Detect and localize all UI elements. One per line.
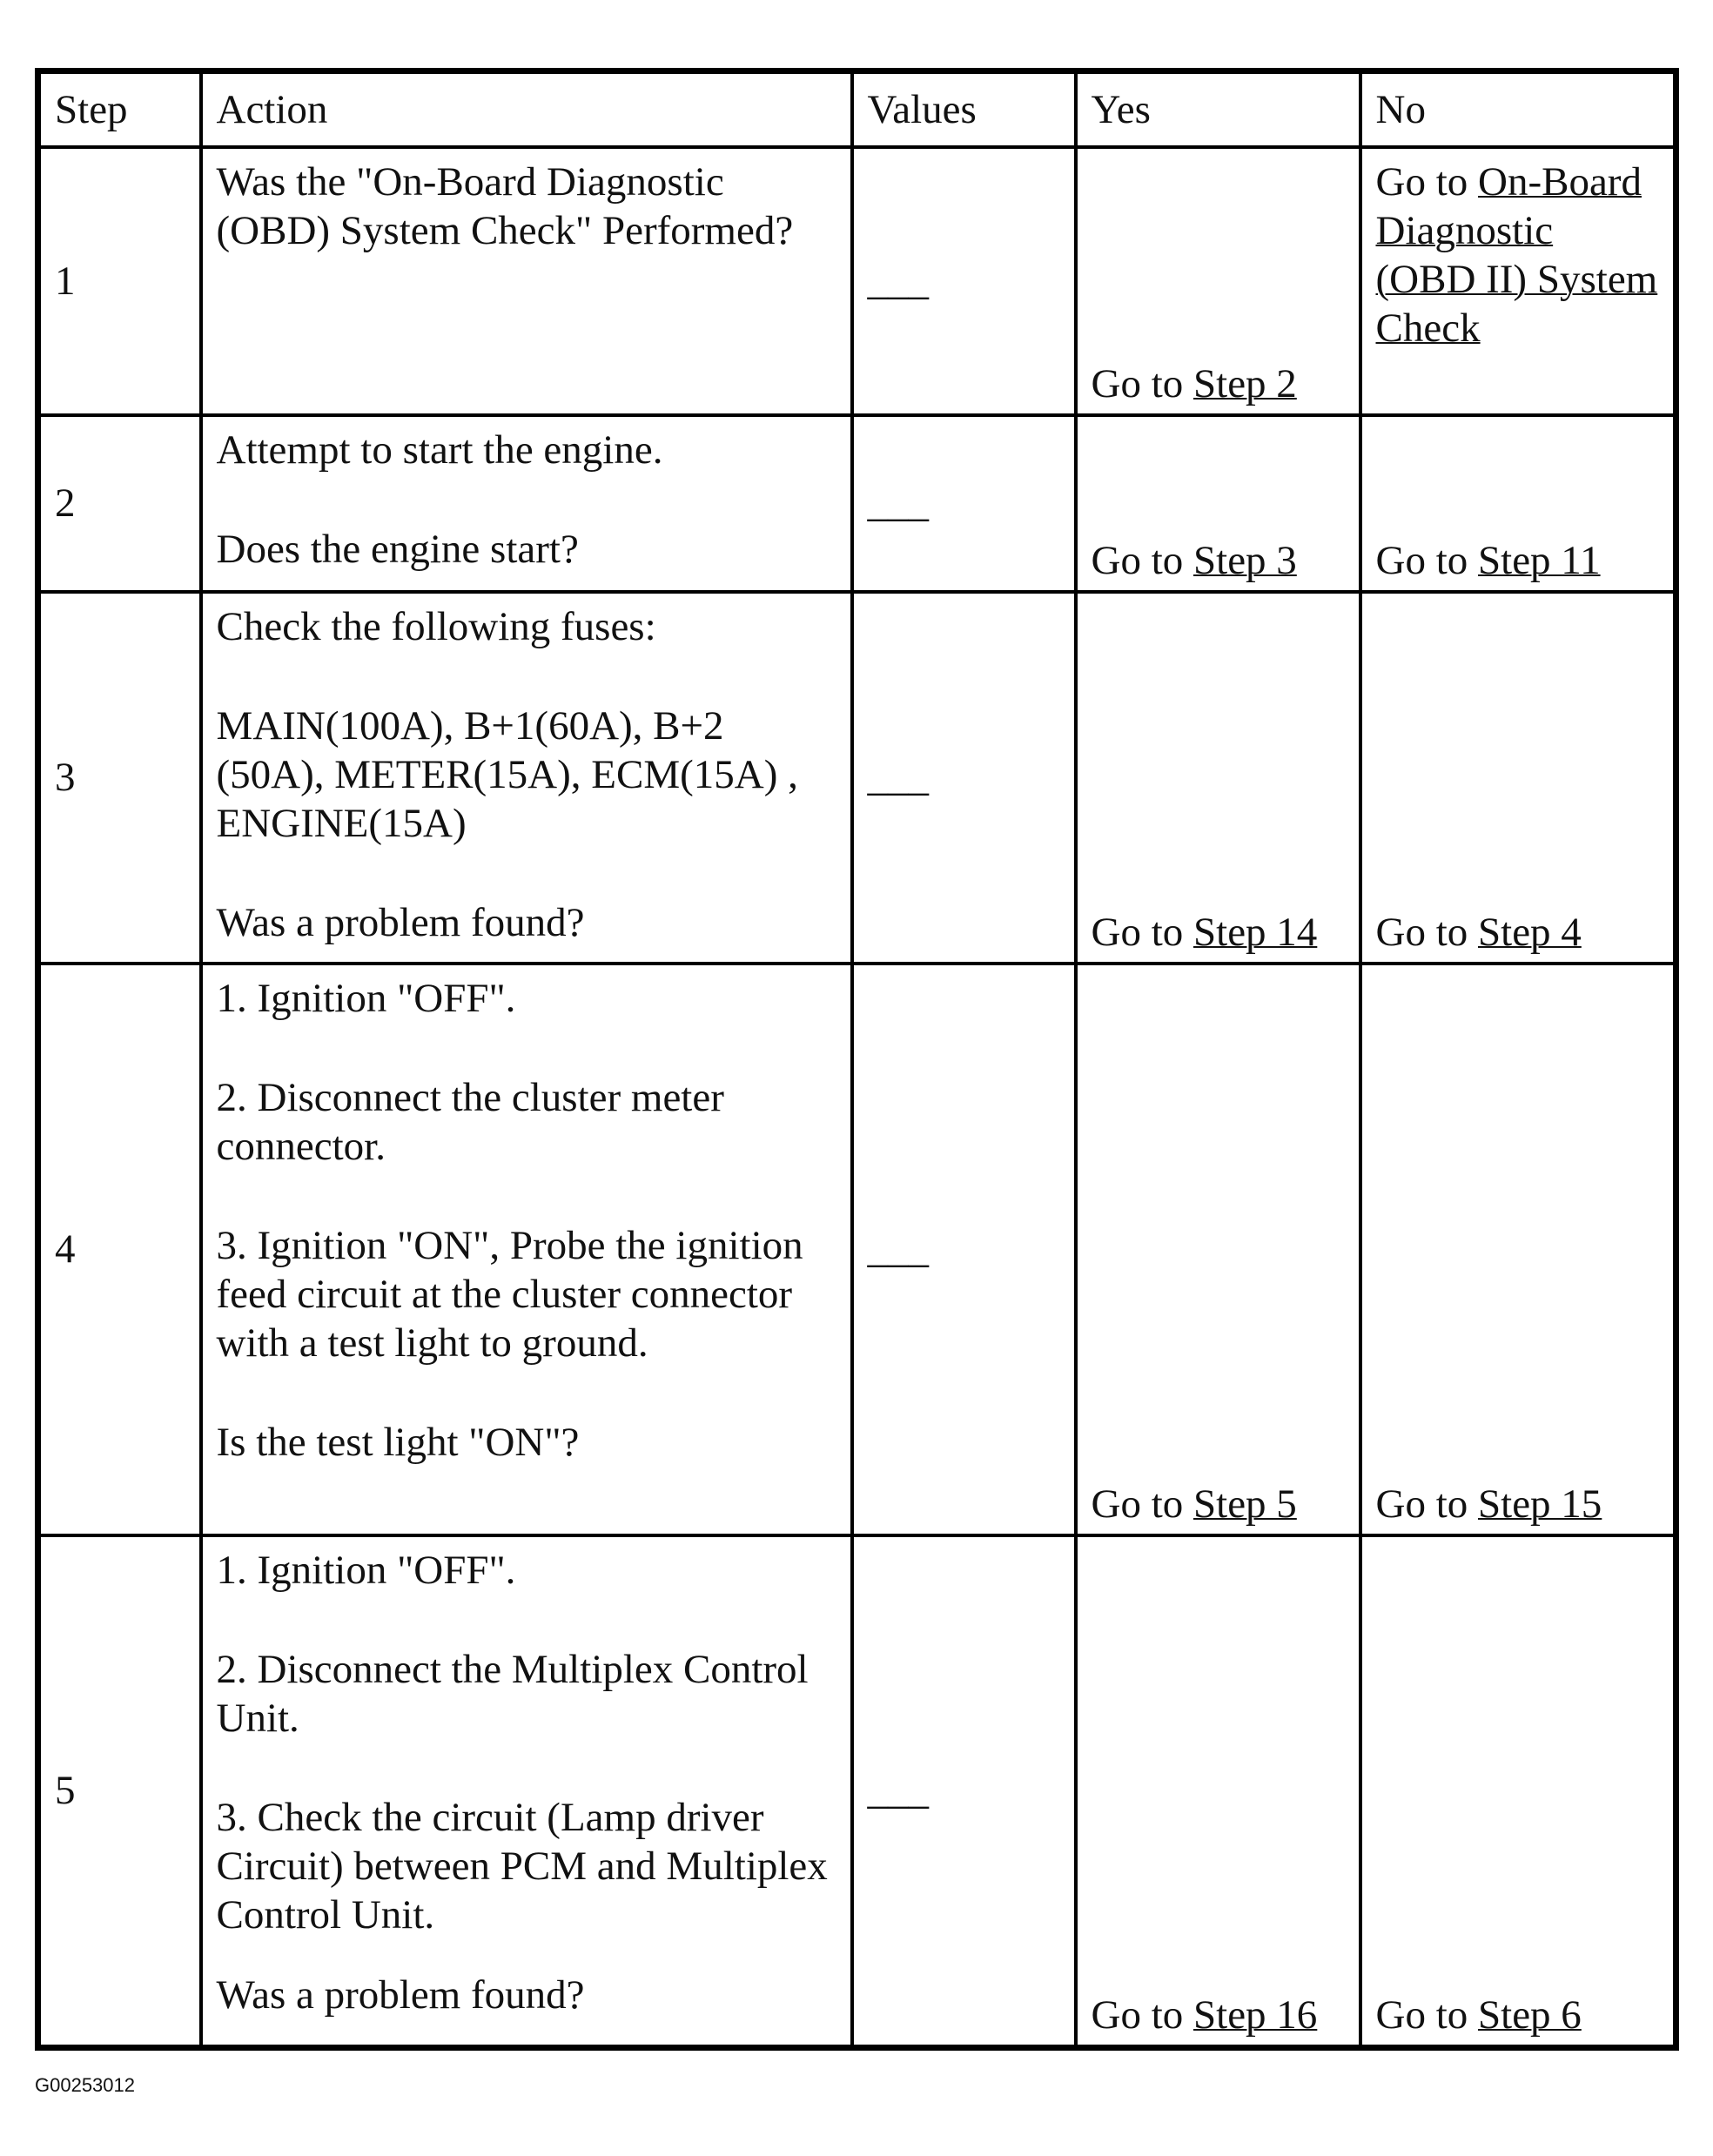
no-link-step-11[interactable]: Step 11 [1478, 537, 1601, 583]
no-cell [1360, 964, 1676, 1535]
no-prefix: Go to [1375, 159, 1478, 205]
action-question: Was a problem found? [216, 899, 585, 945]
step-number: 1 [38, 147, 201, 415]
action-question: Is the test light "ON"? [216, 1420, 580, 1466]
header-action: Action [201, 71, 852, 148]
yes-prefix: Go to [1091, 910, 1193, 956]
yes-cell [1076, 1535, 1360, 2048]
yes-link-step-3[interactable]: Step 3 [1193, 537, 1297, 583]
yes-cell [1076, 964, 1360, 1535]
no-prefix: Go to [1375, 1992, 1478, 2038]
figure-id: G00253012 [35, 2074, 135, 2096]
yes-cell [1076, 592, 1360, 964]
header-yes: Yes [1076, 71, 1360, 148]
yes-cell [1076, 147, 1360, 415]
yes-prefix: Go to [1091, 1481, 1193, 1527]
action-question: Does the engine start? [216, 527, 579, 573]
values-cell: ___ [852, 964, 1076, 1535]
header-row [38, 71, 1676, 148]
action-text: 3. Check the circuit (Lamp driver Circuit) between PCM and Multiplex Control Unit. [216, 1794, 828, 1938]
no-prefix: Go to [1375, 537, 1478, 583]
action-cell [201, 964, 852, 1535]
yes-link-step-5[interactable]: Step 5 [1193, 1481, 1297, 1527]
action-cell [201, 592, 852, 964]
header-no: No [1360, 71, 1676, 148]
yes-prefix: Go to [1091, 537, 1193, 583]
action-text: 1. Ignition "OFF". [216, 1547, 516, 1593]
action-question: Was a problem found? [216, 1971, 585, 2018]
yes-cell [1076, 415, 1360, 591]
table-row [38, 592, 1676, 964]
header-step: Step [38, 71, 201, 148]
no-link-obd-system-check[interactable]: On-Board Diagnostic (OBD II) System Check [1375, 159, 1658, 351]
no-cell [1360, 1535, 1676, 2048]
table-row [38, 415, 1676, 591]
action-text: 1. Ignition "OFF". [216, 976, 516, 1022]
no-prefix: Go to [1375, 1481, 1478, 1527]
action-text: Attempt to start the engine. [216, 427, 663, 474]
table-row [38, 1535, 1676, 2048]
diagnostic-table [35, 68, 1679, 2051]
step-number: 5 [38, 1535, 201, 2048]
no-cell [1360, 415, 1676, 591]
no-cell [1360, 147, 1676, 415]
action-text: 2. Disconnect the Multiplex Control Unit. [216, 1646, 809, 1741]
action-text: 2. Disconnect the cluster meter connector. [216, 1075, 724, 1170]
values-cell: ___ [852, 415, 1076, 591]
action-text: Was the "On-Board Diagnostic (OBD) System Check" Performed? [216, 159, 794, 253]
table-row [38, 147, 1676, 415]
values-cell: ___ [852, 592, 1076, 964]
no-cell [1360, 592, 1676, 964]
action-text: Check the following fuses: [216, 603, 656, 649]
values-cell: ___ [852, 1535, 1076, 2048]
values-cell: ___ [852, 147, 1076, 415]
action-cell [201, 415, 852, 591]
table-row [38, 964, 1676, 1535]
header-values: Values [852, 71, 1076, 148]
yes-link-step-16[interactable]: Step 16 [1193, 1992, 1318, 2038]
action-fuse-list: MAIN(100A), B+1(60A), B+2 (50A), METER(15A), ECM(15A) , ENGINE(15A) [216, 702, 798, 846]
no-link-step-15[interactable]: Step 15 [1478, 1481, 1602, 1527]
yes-link-step-14[interactable]: Step 14 [1193, 910, 1318, 956]
step-number: 4 [38, 964, 201, 1535]
action-text: 3. Ignition "ON", Probe the ignition feed circuit at the cluster connector with a test light to ground. [216, 1223, 803, 1367]
yes-link-step-2[interactable]: Step 2 [1193, 361, 1297, 407]
no-prefix: Go to [1375, 910, 1478, 956]
no-link-step-6[interactable]: Step 6 [1478, 1992, 1582, 2038]
action-cell [201, 1535, 852, 2048]
step-number: 2 [38, 415, 201, 591]
step-number: 3 [38, 592, 201, 964]
action-cell [201, 147, 852, 415]
no-link-step-4[interactable]: Step 4 [1478, 910, 1582, 956]
yes-prefix: Go to [1091, 1992, 1193, 2038]
yes-prefix: Go to [1091, 361, 1193, 407]
